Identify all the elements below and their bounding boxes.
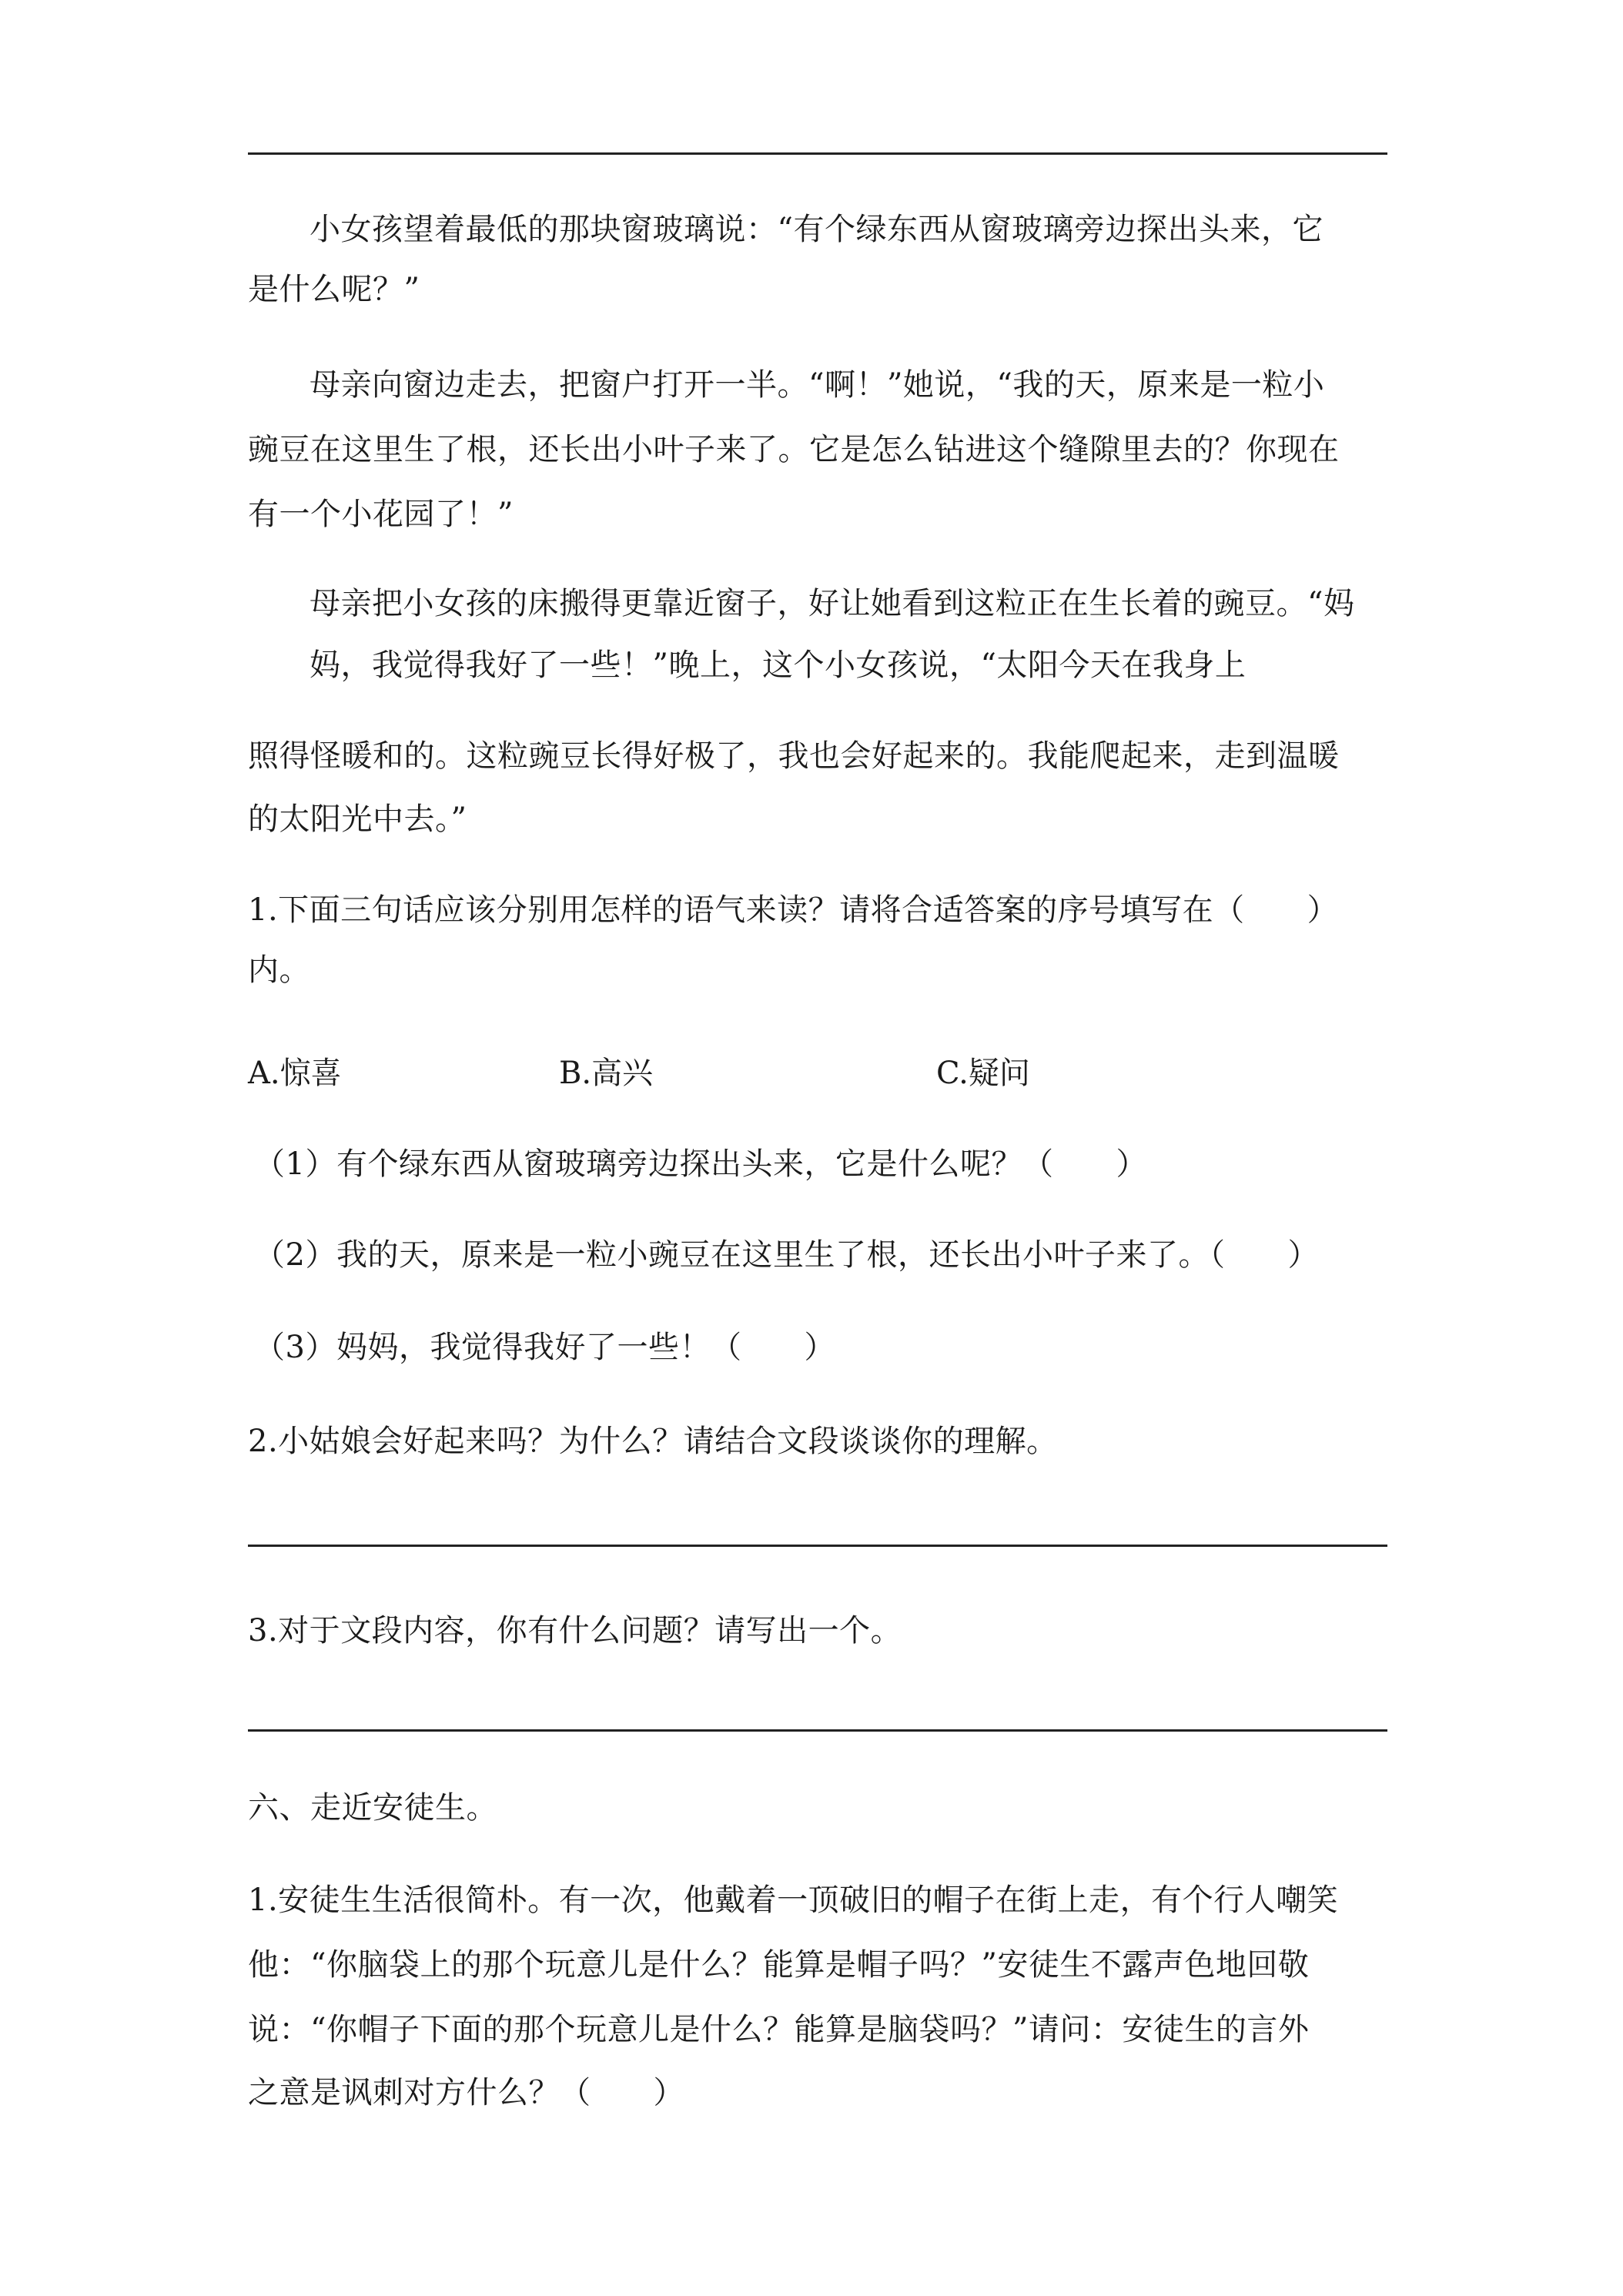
section-6-question-1-line-3: 说：“你帽子下面的那个玩意儿是什么？能算是脑袋吗？”请问：安徒生的言外 [248, 2012, 1310, 2047]
question-1-item-3: （3）妈妈，我觉得我好了一些！（ ） [254, 1330, 835, 1365]
question-1-item-2: （2）我的天，原来是一粒小豌豆在这里生了根，还长出小叶子来了。（ ） [254, 1237, 1319, 1273]
section-6-question-1-line-4: 之意是讽刺对方什么？（ ） [248, 2075, 684, 2110]
question-3-prompt: 3.对于文段内容，你有什么问题？请写出一个。 [248, 1613, 902, 1648]
question-1-prompt-line-2: 内。 [248, 952, 310, 988]
option-a: A.惊喜 [248, 1056, 342, 1091]
story-paragraph-2-line-1: 母亲向窗边走去，把窗户打开一半。“啊！”她说，“我的天，原来是一粒小 [310, 367, 1325, 403]
story-paragraph-2-line-2: 豌豆在这里生了根，还长出小叶子来了。它是怎么钻进这个缝隙里去的？你现在 [248, 432, 1340, 467]
option-c: C.疑问 [936, 1056, 1030, 1091]
question-2-answer-line[interactable] [248, 1545, 1387, 1547]
story-paragraph-4-line-2: 的太阳光中去。” [248, 802, 467, 837]
question-1-prompt-line-1: 1.下面三句话应该分别用怎样的语气来读？请将合适答案的序号填写在（ ） [248, 892, 1339, 928]
story-paragraph-1-line-2: 是什么呢？” [248, 272, 420, 307]
question-3-answer-line[interactable] [248, 1729, 1387, 1732]
story-paragraph-3-line-1: 母亲把小女孩的床搬得更靠近窗子，好让她看到这粒正在生长着的豌豆。“妈 [310, 586, 1355, 621]
option-b: B.高兴 [559, 1056, 654, 1091]
story-paragraph-2-line-3: 有一个小花园了！” [248, 497, 514, 532]
question-2-prompt: 2.小姑娘会好起来吗？为什么？请结合文段谈谈你的理解。 [248, 1424, 1058, 1459]
story-paragraph-4-line-1: 照得怪暖和的。这粒豌豆长得好极了，我也会好起来的。我能爬起来，走到温暖 [248, 738, 1340, 774]
section-6-title: 六、走近安徒生。 [248, 1790, 497, 1826]
story-paragraph-3-line-2: 妈，我觉得我好了一些！”晚上，这个小女孩说，“太阳今天在我身上 [310, 648, 1247, 683]
header-rule [248, 152, 1387, 155]
section-6-question-1-line-1: 1.安徒生生活很简朴。有一次，他戴着一顶破旧的帽子在街上走，有个行人嘲笑 [248, 1883, 1339, 1918]
story-paragraph-1-line-1: 小女孩望着最低的那块窗玻璃说：“有个绿东西从窗玻璃旁边探出头来，它 [310, 212, 1323, 247]
section-6-question-1-line-2: 他：“你脑袋上的那个玩意儿是什么？能算是帽子吗？”安徒生不露声色地回敬 [248, 1947, 1310, 1983]
question-1-item-1: （1）有个绿东西从窗玻璃旁边探出头来，它是什么呢？（ ） [254, 1146, 1147, 1182]
